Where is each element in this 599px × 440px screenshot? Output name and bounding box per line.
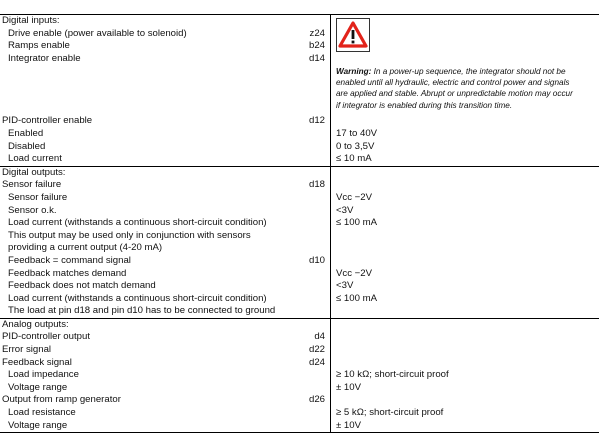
table-row [0,293,330,306]
digital-outputs-title: Digital outputs: [2,166,66,178]
sensor-failure-pin: d18 [308,179,325,191]
warning-body: In a power-up sequence, the integrator should not be enabled until all hydraulic, electric and control power and signals are applied and stable. Abrupt or unpredictable motion may occur if integrator is enabled during this transition time. [336,67,573,110]
analog-outputs-section [0,318,599,433]
ramp-load-resistance-label: Load resistance [8,407,76,419]
table-row [0,280,330,293]
table-row [0,268,330,281]
warning-prefix: Warning: [336,67,372,76]
table-row [0,382,330,395]
digital-outputs-section [0,166,599,318]
pid-enabled-value: 17 to 40V [336,128,378,140]
feedback-load-current-value: ≤ 100 mA [336,292,377,304]
sensor-load-current-value: ≤ 100 mA [336,217,377,229]
table-row [0,230,330,243]
digital-inputs-title: Digital inputs: [2,15,60,26]
error-signal-label: Error signal [2,344,52,356]
pid-enable-title: PID-controller enable [2,115,93,127]
table-row [0,179,330,192]
analog-outputs-left-column [0,319,331,432]
feedback-not-match-value: <3V [336,280,354,292]
digital-inputs-section [0,14,599,166]
ramps-enable-label: Ramps enable [8,40,70,52]
digital-inputs-right-column [331,15,599,166]
ramp-voltage-range-label: Voltage range [8,419,68,431]
pid-enable-pin: d12 [308,115,325,127]
table-row [0,344,330,357]
table-row [0,115,330,128]
section-title [0,319,330,332]
sensor-ok-value: <3V [336,204,354,216]
voltage-range-value: ± 10V [336,381,362,393]
sensor-failure-label: Sensor failure [8,191,68,203]
feedback-matches-value: Vcc −2V [336,267,372,279]
sensor-failure-title: Sensor failure [2,179,62,191]
drive-enable-pin: z24 [309,27,325,39]
feedback-command-title: Feedback = command signal [8,254,131,266]
analog-outputs-title: Analog outputs: [2,318,69,330]
feedback-matches-label: Feedback matches demand [8,267,127,279]
table-row [0,217,330,230]
feedback-signal-label: Feedback signal [2,356,72,368]
table-row [0,205,330,218]
load-impedance-value: ≥ 10 kΩ; short-circuit proof [336,369,449,381]
pid-output-pin: d4 [314,331,325,343]
load-impedance-label: Load impedance [8,369,79,381]
integrator-enable-pin: d14 [308,52,325,64]
table-row [0,28,330,41]
table-row [0,357,330,370]
table-row [0,53,330,66]
feedback-command-pin: d10 [308,254,325,266]
table-row [0,40,330,53]
table-row [0,153,330,166]
sensor-note-line-2: providing a current output (4-20 mA) [8,242,163,254]
pid-enabled-label: Enabled [8,127,44,139]
table-row [0,407,330,420]
section-title [0,15,330,28]
table-row [0,394,330,407]
voltage-range-label: Voltage range [8,381,68,393]
ramp-output-pin: d26 [308,394,325,406]
table-row [0,141,330,154]
pid-disabled-label: Disabled [8,140,46,152]
table-row [0,255,330,268]
table-row [0,128,330,141]
sensor-failure-value: Vcc −2V [336,191,372,203]
table-row [0,369,330,382]
section-title [0,167,330,180]
feedback-signal-pin: d24 [308,356,325,368]
pid-output-label: PID-controller output [2,331,90,343]
table-row [0,420,330,433]
pid-load-current-value: ≤ 10 mA [336,153,372,165]
integrator-warning-text [336,66,576,111]
ground-note: The load at pin d18 and pin d10 has to be connected to ground [8,305,276,317]
ramp-load-resistance-value: ≥ 5 kΩ; short-circuit proof [336,407,444,419]
warning-triangle-icon [336,18,370,52]
spacer [0,65,330,115]
feedback-load-current-label: Load current (withstands a continuous short-circuit condition) [8,292,267,304]
sensor-note-line-1: This output may be used only in conjunction with sensors [8,229,251,241]
sensor-load-current-label: Load current (withstands a continuous short-circuit condition) [8,217,267,229]
ramp-voltage-range-value: ± 10V [336,419,362,431]
table-row [0,242,330,255]
integrator-enable-label: Integrator enable [8,52,81,64]
table-row [0,331,330,344]
pid-load-current-label: Load current [8,153,62,165]
specification-table [0,14,599,433]
pid-disabled-value: 0 to 3,5V [336,140,375,152]
feedback-not-match-label: Feedback does not match demand [8,280,156,292]
digital-outputs-right-column [331,167,599,318]
error-signal-pin: d22 [308,344,325,356]
digital-inputs-left-column [0,15,331,166]
table-row [0,192,330,205]
analog-outputs-right-column [331,319,599,432]
table-row [0,305,330,318]
ramps-enable-pin: b24 [308,40,325,52]
drive-enable-label: Drive enable (power available to solenoid) [8,27,187,39]
ramp-output-title: Output from ramp generator [2,394,121,406]
digital-outputs-left-column [0,167,331,318]
sensor-ok-label: Sensor o.k. [8,204,57,216]
